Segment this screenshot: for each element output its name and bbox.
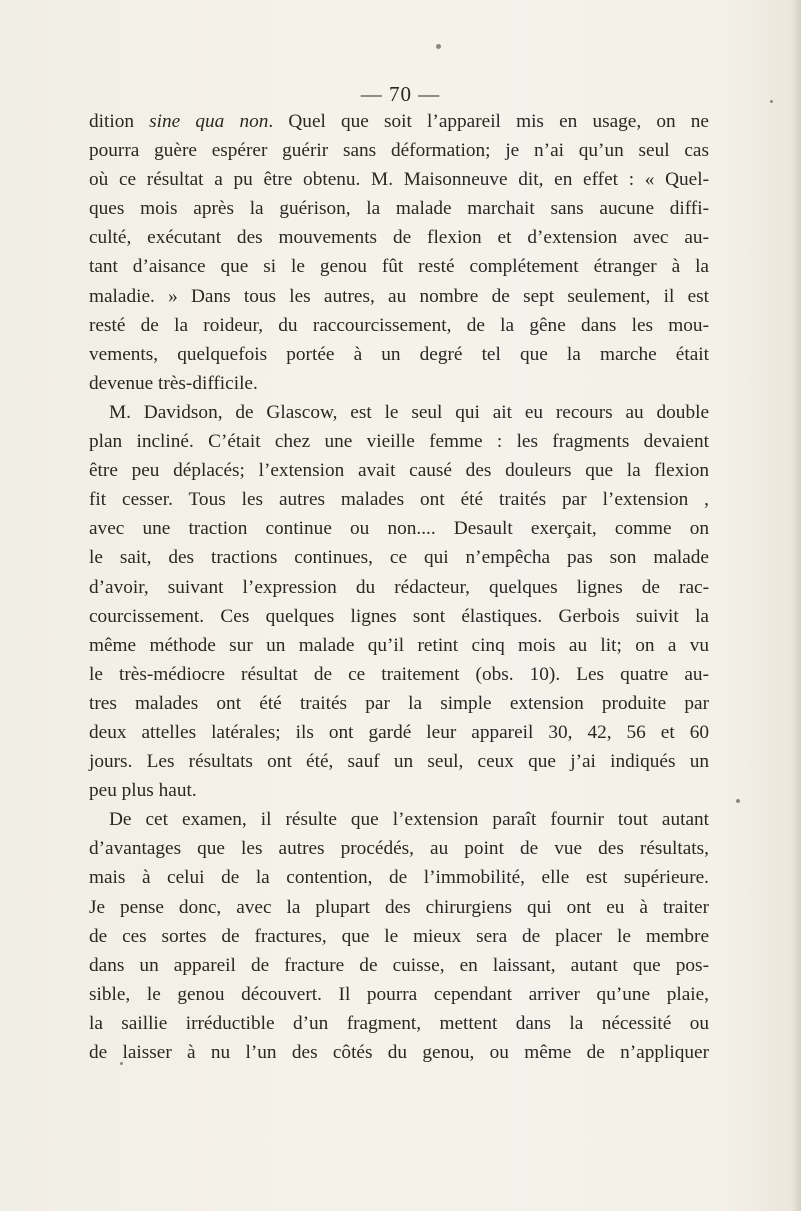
text-line: pourra guère espérer guérir sans déformation; je n’ai qu’un seul cas (89, 140, 709, 162)
text-line: de laisser à nu l’un des côtés du genou, ou même de n’appliquer (89, 1042, 709, 1063)
text-line: d’avantages que les autres procédés, au point de vue des résultats, (89, 838, 709, 860)
text-line: avec une traction continue ou non.... Desault exerçait, comme on (89, 518, 709, 540)
text-run: . Quel que soit l’appareil mis en usage, on ne (268, 111, 709, 132)
text-line: courcissement. Ces quelques lignes sont élastiques. Gerbois suivit la (89, 605, 709, 627)
text-line: où ce résultat a pu être obtenu. M. Maisonneuve dit, en effet : « Quel- (89, 169, 709, 191)
text-line: vements, quelquefois portée à un degré tel que la marche était (89, 343, 709, 365)
text-line: M. Davidson, de Glascow, est le seul qui ait eu recours au double (109, 401, 709, 423)
body-text (89, 107, 709, 1067)
text-line: le très-médiocre résultat de ce traitement (obs. 10). Les quatre au- (89, 663, 709, 685)
text-line: deux attelles latérales; ils ont gardé leur appareil 30, 42, 56 et 60 (89, 721, 709, 743)
text-line: peu plus haut. (89, 780, 197, 802)
text-line: être peu déplacés; l’extension avait causé des douleurs que la flexion (89, 460, 709, 482)
paper-speck (436, 44, 441, 49)
page-number: — 70 — (360, 82, 441, 106)
text-line: De cet examen, il résulte que l’extension paraît fournir tout autant (109, 809, 709, 831)
text-line: ques mois après la guérison, la malade marchait sans aucune diffi- (89, 198, 709, 220)
text-line: Je pense donc, avec la plupart des chirurgiens qui ont eu à traiter (89, 896, 709, 918)
page-edge-shadow (791, 0, 801, 1211)
text-line: resté de la roideur, du raccourcissement, de la gêne dans les mou- (89, 314, 709, 336)
text-line (89, 107, 709, 136)
text-run: dition (89, 111, 150, 132)
text-line: d’avoir, suivant l’expression du rédacteur, quelques lignes de rac- (89, 576, 709, 598)
text-line: fit cesser. Tous les autres malades ont été traités par l’extension , (89, 489, 709, 511)
text-line: plan incliné. C’était chez une vieille femme : les fragments devaient (89, 431, 709, 453)
italic-phrase: sine qua non (149, 111, 269, 132)
text-line: culté, exécutant des mouvements de flexion et d’extension avec au- (89, 227, 709, 249)
text-line: maladie. » Dans tous les autres, au nombre de sept seulement, il est (89, 285, 709, 307)
text-line: le sait, des tractions continues, ce qui n’empêcha pas son malade (89, 547, 709, 569)
text-line: tant d’aisance que si le genou fût resté complétement étranger à la (89, 256, 709, 278)
text-line: la saillie irréductible d’un fragment, mettent dans la nécessité ou (89, 1012, 709, 1034)
text-line: de ces sortes de fractures, que le mieux sera de placer le membre (89, 925, 709, 947)
text-line: mais à celui de la contention, de l’immobilité, elle est supérieure. (89, 867, 709, 889)
text-line: tres malades ont été traités par la simple extension produite par (89, 692, 709, 714)
paper-speck (736, 799, 740, 803)
text-line: sible, le genou découvert. Il pourra cependant arriver qu’une plaie, (89, 983, 709, 1005)
text-line: jours. Les résultats ont été, sauf un seul, ceux que j’ai indiqués un (89, 751, 709, 773)
text-line: dans un appareil de fracture de cuisse, en laissant, autant que pos- (89, 954, 709, 976)
text-line: devenue très-difficile. (89, 372, 258, 394)
text-line: même méthode sur un malade qu’il retint cinq mois au lit; on a vu (89, 634, 709, 656)
